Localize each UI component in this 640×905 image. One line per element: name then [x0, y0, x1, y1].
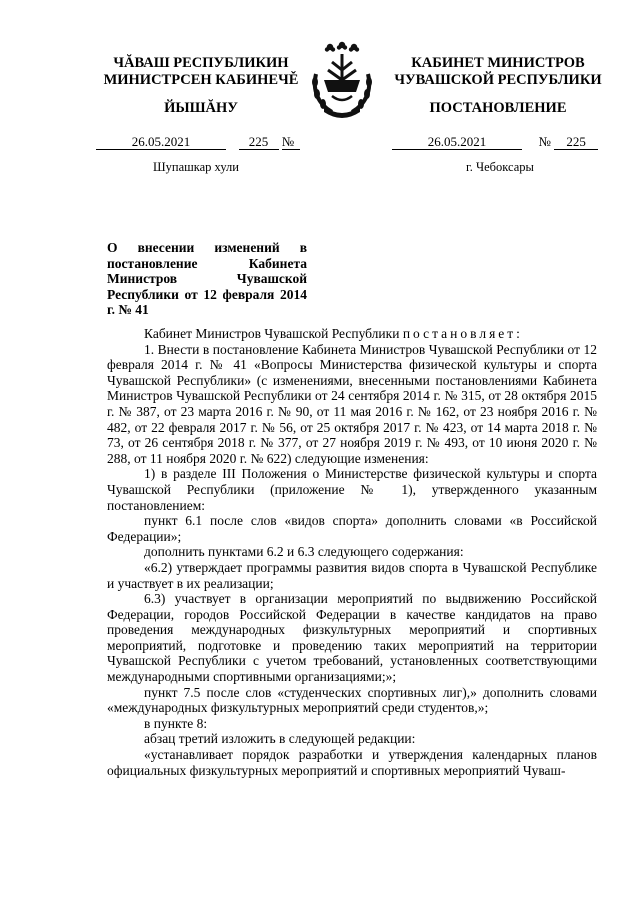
- document-title: О внесении изменений в постановление Кабинета Министров Чувашской Республики от 12 февраля 2014 г. № 41: [107, 240, 307, 317]
- header-right-line2: ЧУВАШСКОЙ РЕСПУБЛИКИ: [394, 72, 602, 88]
- paragraph-2: 1) в разделе III Положения о Министерстве физической культуры и спорта Чувашской Республики (приложение № 1), утвержденного указанным постановлением:: [107, 466, 597, 513]
- header-left-line2: МИНИСТРСЕН КАБИНЕЧĚ: [103, 72, 299, 88]
- paragraph-7: пункт 7.5 после слов «студенческих спортивных лиг),» дополнить словами «международных физкультурных мероприятий среди студентов,»;: [107, 684, 597, 716]
- right-date-number: [392, 134, 598, 150]
- paragraph-8: в пункте 8:: [144, 715, 208, 731]
- right-date: 26.05.2021: [392, 135, 522, 150]
- right-number-sign: №: [538, 134, 551, 149]
- header-right-doc-type: ПОСТАНОВЛЕНИЕ: [429, 100, 567, 116]
- paragraph-5: «6.2) утверждает программы развития видов спорта в Чувашской Республике и участвует в их реализации;: [107, 559, 597, 591]
- coat-of-arms-emblem: [302, 40, 382, 122]
- paragraph-3: пункт 6.1 после слов «видов спорта» дополнить словами «в Российской Федерации»;: [107, 513, 597, 544]
- left-place: Шупашкар хули: [153, 160, 239, 174]
- right-number: 225: [554, 135, 598, 150]
- paragraph-10: «устанавливает порядок разработки и утверждения календарных планов официальных физкультурных мероприятий и спортивных мероприятий Чуваш-: [107, 747, 597, 778]
- paragraph-4: дополнить пунктами 6.2 и 6.3 следующего содержания:: [144, 544, 464, 560]
- paragraph-9: абзац третий изложить в следующей редакции:: [144, 731, 416, 747]
- coat-of-arms-icon: [302, 40, 382, 122]
- left-date: 26.05.2021: [96, 135, 226, 150]
- left-number-sign: №: [282, 135, 300, 150]
- left-date-number: [96, 134, 300, 150]
- header-right-line1: КАБИНЕТ МИНИСТРОВ: [411, 55, 585, 71]
- header-left-line1: ЧĂВАШ РЕСПУБЛИКИН: [113, 55, 289, 71]
- left-number: 225: [239, 135, 279, 150]
- intro-verb: постановляет:: [402, 326, 523, 341]
- intro-paragraph: [107, 326, 597, 342]
- document-body: [107, 326, 597, 778]
- paragraph-1: 1. Внести в постановление Кабинета Министров Чувашской Республики от 12 февраля 2014 г. № 41 «Вопросы Министерства физической культуры и спорта Чувашской Республики» (с изменениями, внесенными постановлениями Кабинета Министров Чувашской Республики от 24 сентября 2014 г. № 315, от 28 октября 2015 г. № 387, от 23 марта 2016 г. № 90, от 11 мая 2016 г. № 162, от 23 ноября 2016 г. № 482, от 22 февраля 2017 г. № 56, от 25 октября 2017 г. № 423, от 14 марта 2018 г. № 73, от 26 сентября 2018 г. № 377, от 27 ноября 2019 г. № 493, от 10 июня 2020 г. № 288, от 11 ноября 2020 г. № 622) следующие изменения:: [107, 341, 597, 466]
- intro-prefix: Кабинет Министров Чувашской Республики: [144, 326, 400, 341]
- header-left-doc-type: ЙЫШĂНУ: [164, 100, 238, 116]
- right-place: г. Чебоксары: [466, 160, 534, 174]
- paragraph-6: 6.3) участвует в организации мероприятий по выдвижению Российской Федерации, городов Российской Федерации в качестве кандидатов на право проведения международных физкультурных мероприятий и спортивных мероприятий, подготовке и проведению таких мероприятий на территории Чувашской Республики с учетом требований, установленных соответствующими международными спортивными организациями;»;: [107, 591, 597, 685]
